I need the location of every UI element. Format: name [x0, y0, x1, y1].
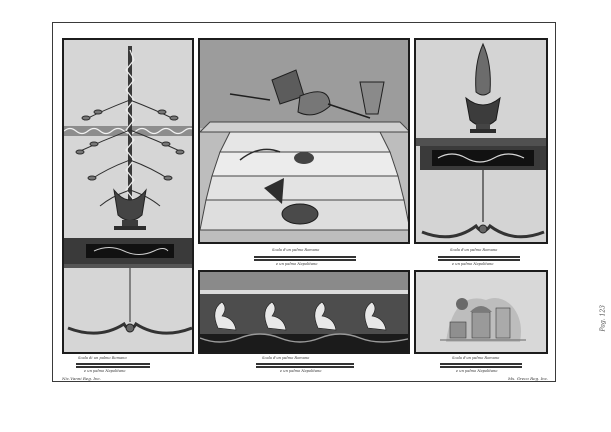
engraver-signature-right: Ms. Greco Reg. Inc. [508, 376, 549, 381]
right-bottom-scale-title: Scala d'un palmo Romano [452, 356, 500, 360]
center-top-scale-subtitle: e un palmo Napolitano [276, 262, 318, 266]
left-scale-subtitle: e un palmo Napolitano [84, 369, 126, 373]
vase-candelabrum-illustration [416, 40, 548, 244]
panel-center-steps [198, 38, 410, 244]
engraver-signature-left: Nic.Vanni Reg. Inc. [62, 376, 102, 381]
right-top-scale-subtitle: e un palmo Napolitano [452, 262, 494, 266]
left-scale-title: Scala di un palmo Romano [78, 356, 127, 360]
panel-left-candelabrum [62, 38, 194, 354]
swan-frieze-illustration [200, 272, 410, 354]
right-top-scale-bar [438, 254, 520, 261]
center-bottom-scale-title: Scala d'un palmo Romano [262, 356, 310, 360]
right-bottom-scale-subtitle: e un palmo Napolitano [456, 369, 498, 373]
panel-right-vase [414, 38, 548, 244]
center-top-scale-title: Scala d'un palmo Romano [272, 248, 320, 252]
panel-right-landscape [414, 270, 548, 354]
candelabrum-illustration [64, 40, 194, 354]
center-top-scale-bar [254, 254, 356, 261]
landscape-vignette-illustration [416, 272, 548, 354]
right-bottom-scale-bar [440, 361, 522, 368]
center-bottom-scale-bar [256, 361, 354, 368]
right-top-scale-title: Scala d'un palmo Romano [450, 248, 498, 252]
center-bottom-scale-subtitle: e un palmo Napolitano [280, 369, 322, 373]
steps-still-life-illustration [200, 40, 410, 244]
panel-center-frieze [198, 270, 410, 354]
plate-number: Pag. 123 [599, 305, 606, 332]
left-scale-bar [76, 361, 150, 368]
